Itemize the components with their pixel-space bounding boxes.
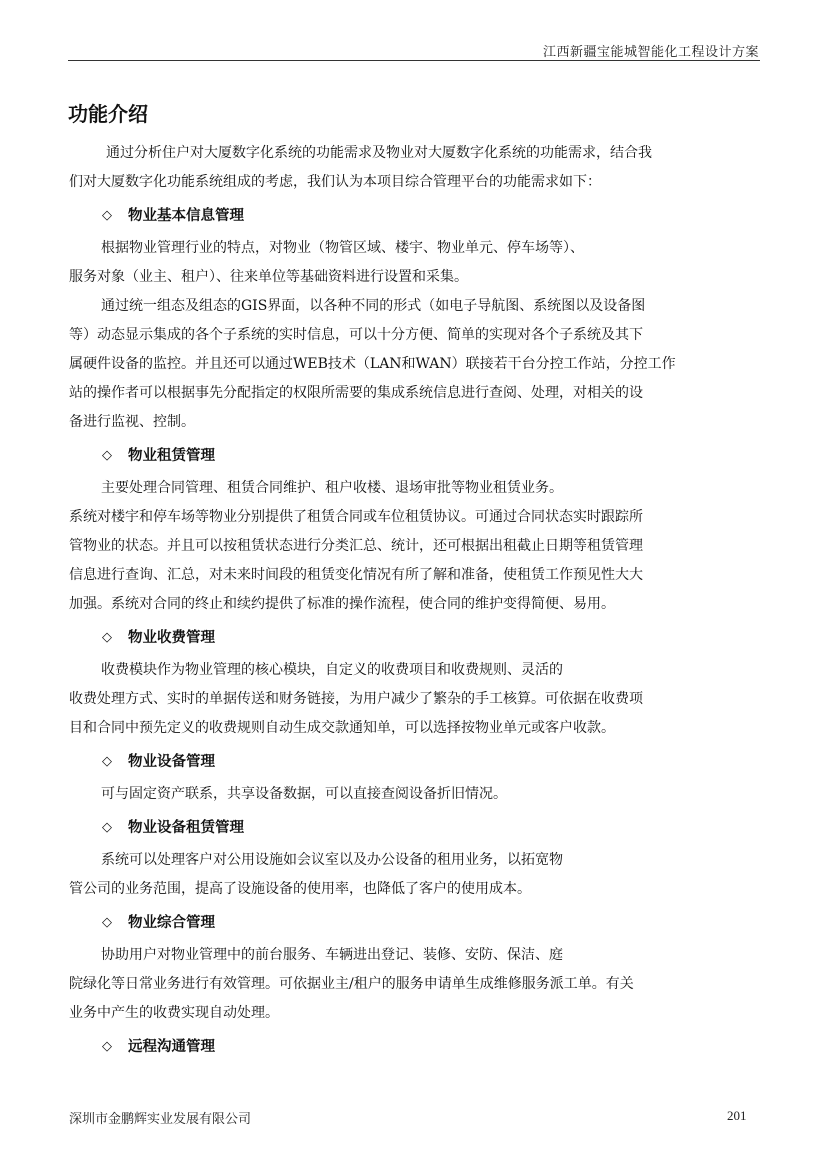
intro-line-1: 通过分析住户对大厦数字化系统的功能需求及物业对大厦数字化系统的功能需求，结合我 <box>106 145 652 161</box>
section-heading-label: 物业综合管理 <box>128 914 215 931</box>
diamond-bullet-icon: ◇ <box>102 448 112 463</box>
section-heading-label: 物业设备租赁管理 <box>128 819 244 836</box>
page-number: 201 <box>727 1108 747 1123</box>
footer-company: 深圳市金鹏辉实业发展有限公司 <box>69 1112 252 1127</box>
paragraph-line: 加强。系统对合同的终止和续约提供了标准的操作流程，使合同的维护变得简便、易用。 <box>69 596 615 612</box>
section-heading-label: 物业基本信息管理 <box>128 207 244 224</box>
diamond-bullet-icon: ◇ <box>102 208 112 223</box>
paragraph-line: 收费模块作为物业管理的核心模块，自定义的收费项目和收费规则、灵活的 <box>101 662 563 678</box>
diamond-bullet-icon: ◇ <box>102 630 112 645</box>
section-heading-basic-info <box>69 197 759 234</box>
paragraph-line: 等）动态显示集成的各个子系统的实时信息，可以十分方便、简单的实现对各个子系统及其下 <box>69 327 643 343</box>
section-heading-equipment <box>69 743 759 780</box>
paragraph-line: 可与固定资产联系，共享设备数据，可以直接查阅设备折旧情况。 <box>101 786 507 802</box>
section-heading-equipment-leasing <box>69 809 759 846</box>
section-title: 功能介绍 <box>68 102 148 126</box>
paragraph-line: 通过统一组态及组态的GIS界面，以各种不同的形式（如电子导航图、系统图以及设备图 <box>101 298 646 314</box>
header-title: 江西新疆宝能城智能化工程设计方案 <box>542 45 759 60</box>
diamond-bullet-icon: ◇ <box>102 1039 112 1054</box>
paragraph-line: 服务对象（业主、租户）、往来单位等基础资料进行设置和采集。 <box>69 269 468 285</box>
paragraph-line: 协助用户对物业管理中的前台服务、车辆进出登记、装修、安防、保洁、庭 <box>101 947 563 963</box>
paragraph-line: 备进行监视、控制。 <box>69 414 195 430</box>
diamond-bullet-icon: ◇ <box>102 820 112 835</box>
section-heading-label: 物业收费管理 <box>128 629 215 646</box>
section-heading-billing <box>69 619 759 656</box>
diamond-bullet-icon: ◇ <box>102 915 112 930</box>
section-heading-label: 物业设备管理 <box>128 753 215 770</box>
section-heading-label: 远程沟通管理 <box>128 1038 215 1055</box>
section-heading-general <box>69 904 759 941</box>
section-heading-remote <box>69 1028 759 1065</box>
paragraph-line: 管物业的状态。并且可以按租赁状态进行分类汇总、统计，还可根据出租截止日期等租赁管理 <box>69 538 643 554</box>
paragraph-line: 系统可以处理客户对公用设施如会议室以及办公设备的租用业务，以拓宽物 <box>101 852 563 868</box>
paragraph-line: 站的操作者可以根据事先分配指定的权限所需要的集成系统信息进行查阅、处理，对相关的设 <box>69 385 643 401</box>
paragraph-line: 信息进行查询、汇总，对未来时间段的租赁变化情况有所了解和准备，使租赁工作预见性大大 <box>69 567 643 583</box>
section-heading-leasing <box>69 437 759 474</box>
paragraph-line: 管公司的业务范围，提高了设施设备的使用率，也降低了客户的使用成本。 <box>69 881 531 897</box>
section-heading-label: 物业租赁管理 <box>128 447 215 464</box>
paragraph-line: 收费处理方式、实时的单据传送和财务链接，为用户减少了繁杂的手工核算。可依据在收费项 <box>69 691 643 707</box>
paragraph-line: 属硬件设备的监控。并且还可以通过WEB技术（LAN和WAN）联接若干台分控工作站，分控工作 <box>69 356 676 372</box>
paragraph-line: 业务中产生的收费实现自动处理。 <box>69 1005 279 1021</box>
paragraph-line: 主要处理合同管理、租赁合同维护、租户收楼、退场审批等物业租赁业务。 <box>101 480 563 496</box>
paragraph-line: 系统对楼宇和停车场等物业分别提供了租赁合同或车位租赁协议。可通过合同状态实时跟踪所 <box>69 509 643 525</box>
intro-line-2: 们对大厦数字化功能系统组成的考虑，我们认为本项目综合管理平台的功能需求如下： <box>69 174 601 190</box>
paragraph-line: 院绿化等日常业务进行有效管理。可依据业主/租户的服务申请单生成维修服务派工单。有关 <box>69 976 634 992</box>
paragraph-line: 目和合同中预先定义的收费规则自动生成交款通知单，可以选择按物业单元或客户收款。 <box>69 720 615 736</box>
document-body <box>69 139 759 1065</box>
header-divider <box>68 60 760 61</box>
paragraph-line: 根据物业管理行业的特点，对物业（物管区域、楼宇、物业单元、停车场等）、 <box>101 240 584 256</box>
diamond-bullet-icon: ◇ <box>102 754 112 769</box>
